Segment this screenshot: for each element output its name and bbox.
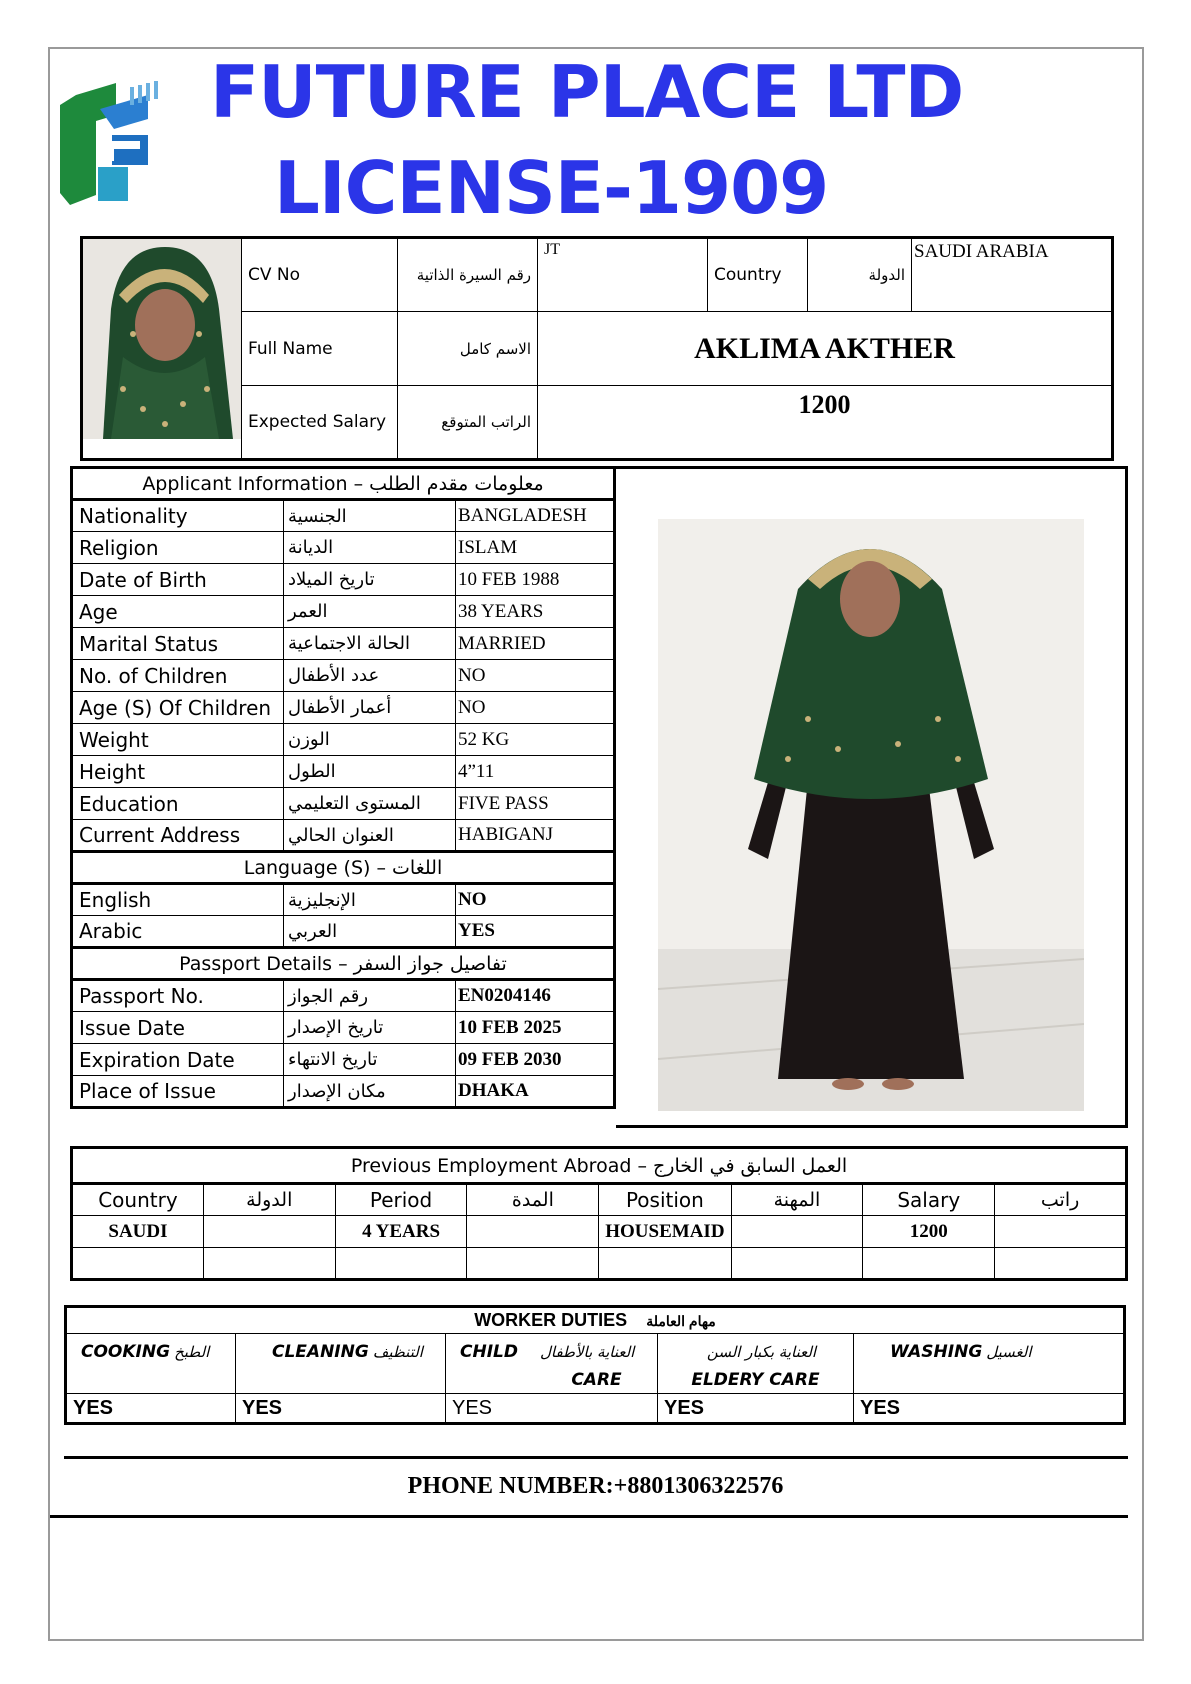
info-row xyxy=(72,1044,615,1076)
employment-header: Position xyxy=(599,1184,731,1216)
info-value: 10 FEB 1988 xyxy=(456,564,615,596)
info-row xyxy=(72,564,615,596)
duty-label: CHILD xyxy=(460,1342,518,1362)
duty-header xyxy=(658,1334,854,1394)
passport-section-title: Passport Details – تفاصيل جواز السفر xyxy=(72,948,615,980)
info-label-ar: عدد الأطفال xyxy=(284,660,456,692)
duty-label-ar: التنظيف xyxy=(372,1343,423,1361)
info-label: Age xyxy=(72,596,284,628)
country-label-ar: الدولة xyxy=(808,238,912,312)
info-value: NO xyxy=(456,692,615,724)
info-row xyxy=(72,1012,615,1044)
info-value: EN0204146 xyxy=(456,980,615,1012)
duty-value: YES xyxy=(66,1394,236,1424)
duties-section-title xyxy=(66,1307,1125,1334)
duties-title-ar: مهام العاملة xyxy=(646,1313,716,1329)
info-row xyxy=(72,692,615,724)
photo-panel xyxy=(616,466,1128,1128)
duty-value: YES xyxy=(446,1394,658,1424)
info-value: 10 FEB 2025 xyxy=(456,1012,615,1044)
info-row xyxy=(72,980,615,1012)
info-label-ar: المستوى التعليمي xyxy=(284,788,456,820)
employment-header: راتب xyxy=(995,1184,1127,1216)
duty-label-ar: العناية بالأطفال xyxy=(539,1343,635,1361)
duties-title: WORKER DUTIES xyxy=(474,1310,628,1330)
phone-number: PHONE NUMBER:+8801306322576 xyxy=(407,1473,784,1499)
info-value: MARRIED xyxy=(456,628,615,660)
duty-header xyxy=(66,1334,236,1394)
employment-cell xyxy=(203,1248,335,1280)
cv-label: CV No xyxy=(242,238,398,312)
info-label-ar: أعمار الأطفال xyxy=(284,692,456,724)
info-row xyxy=(72,884,615,916)
info-value: 52 KG xyxy=(456,724,615,756)
employment-header: المهنة xyxy=(731,1184,863,1216)
info-value: FIVE PASS xyxy=(456,788,615,820)
info-row xyxy=(72,724,615,756)
info-label-ar: الحالة الاجتماعية xyxy=(284,628,456,660)
full-body-photo xyxy=(658,519,1084,1111)
duty-header xyxy=(236,1334,446,1394)
info-row xyxy=(72,820,615,852)
employment-row xyxy=(72,1248,1127,1280)
employment-cell: SAUDI xyxy=(72,1216,204,1248)
license-title: LICENSE-1909 xyxy=(274,146,829,230)
employment-row xyxy=(72,1216,1127,1248)
info-label-ar: الإنجليزية xyxy=(284,884,456,916)
cv-value: JT xyxy=(538,238,708,312)
employment-cell: HOUSEMAID xyxy=(599,1216,731,1248)
info-label: Issue Date xyxy=(72,1012,284,1044)
info-label: Education xyxy=(72,788,284,820)
info-label-ar: الوزن xyxy=(284,724,456,756)
info-label-ar: العمر xyxy=(284,596,456,628)
employment-header: الدولة xyxy=(203,1184,335,1216)
salary-value: 1200 xyxy=(538,386,1113,460)
info-label-ar: تاريخ الميلاد xyxy=(284,564,456,596)
portrait-photo xyxy=(83,239,241,439)
name-value: AKLIMA AKTHER xyxy=(538,312,1113,386)
info-row xyxy=(72,660,615,692)
employment-cell xyxy=(995,1248,1127,1280)
duty-value: YES xyxy=(236,1394,446,1424)
info-label: Passport No. xyxy=(72,980,284,1012)
name-label-ar: الاسم كامل xyxy=(398,312,538,386)
language-section-title: Language (S) – اللغات xyxy=(72,852,615,884)
employment-header: Country xyxy=(72,1184,204,1216)
info-row xyxy=(72,916,615,948)
info-label-ar: رقم الجواز xyxy=(284,980,456,1012)
info-label-ar: العربي xyxy=(284,916,456,948)
info-value: BANGLADESH xyxy=(456,500,615,532)
duties-table xyxy=(64,1305,1126,1425)
info-label-ar: العنوان الحالي xyxy=(284,820,456,852)
employment-header: Salary xyxy=(863,1184,995,1216)
info-value: 38 YEARS xyxy=(456,596,615,628)
applicant-table xyxy=(70,466,616,1109)
duty-extra: CARE xyxy=(571,1370,622,1390)
country-value: SAUDI ARABIA xyxy=(912,238,1113,312)
duty-header xyxy=(854,1334,1125,1394)
info-label-ar: الديانة xyxy=(284,532,456,564)
info-row xyxy=(72,500,615,532)
employment-table xyxy=(70,1146,1128,1281)
duty-label: COOKING xyxy=(81,1342,171,1362)
duty-value: YES xyxy=(658,1394,854,1424)
duty-value: YES xyxy=(854,1394,1125,1424)
info-row xyxy=(72,756,615,788)
info-label: Place of Issue xyxy=(72,1076,284,1108)
info-label: Religion xyxy=(72,532,284,564)
info-value: NO xyxy=(456,660,615,692)
info-label: English xyxy=(72,884,284,916)
info-label-ar: تاريخ الإصدار xyxy=(284,1012,456,1044)
employment-cell xyxy=(863,1248,995,1280)
salary-label-ar: الراتب المتوقع xyxy=(398,386,538,460)
name-label: Full Name xyxy=(242,312,398,386)
duty-label: CLEANING xyxy=(272,1342,369,1362)
info-label-ar: تاريخ الانتهاء xyxy=(284,1044,456,1076)
country-label: Country xyxy=(708,238,808,312)
cv-header-table xyxy=(80,236,1114,461)
info-row xyxy=(72,1076,615,1108)
footer-rule-bottom xyxy=(50,1515,1128,1518)
info-label: Age (S) Of Children xyxy=(72,692,284,724)
duty-label-ar: العناية بكبار السن xyxy=(706,1343,817,1361)
info-value: NO xyxy=(456,884,615,916)
info-value: 4”11 xyxy=(456,756,615,788)
info-value: 09 FEB 2030 xyxy=(456,1044,615,1076)
info-row xyxy=(72,788,615,820)
info-label: Marital Status xyxy=(72,628,284,660)
info-label-ar: الطول xyxy=(284,756,456,788)
employment-header: المدة xyxy=(467,1184,599,1216)
applicant-section-title: Applicant Information – معلومات مقدم الطلب xyxy=(72,468,615,500)
info-value: YES xyxy=(456,916,615,948)
portrait-cell xyxy=(82,238,242,460)
cv-label-ar: رقم السيرة الذاتية xyxy=(398,238,538,312)
employment-cell xyxy=(599,1248,731,1280)
employment-cell xyxy=(731,1248,863,1280)
employment-cell: 4 YEARS xyxy=(335,1216,467,1248)
duty-header xyxy=(446,1334,658,1394)
duty-label: WASHING xyxy=(890,1342,983,1362)
info-label: Nationality xyxy=(72,500,284,532)
employment-cell xyxy=(995,1216,1127,1248)
info-value: HABIGANJ xyxy=(456,820,615,852)
company-logo xyxy=(56,75,166,215)
info-label: Weight xyxy=(72,724,284,756)
info-label: Date of Birth xyxy=(72,564,284,596)
info-row xyxy=(72,532,615,564)
employment-cell: 1200 xyxy=(863,1216,995,1248)
info-label-ar: الجنسية xyxy=(284,500,456,532)
info-label: Height xyxy=(72,756,284,788)
footer-rule-top xyxy=(64,1456,1128,1459)
info-label-ar: مكان الإصدار xyxy=(284,1076,456,1108)
duty-label-ar: الطبخ xyxy=(174,1343,210,1361)
employment-header: Period xyxy=(335,1184,467,1216)
info-row xyxy=(72,596,615,628)
employment-cell xyxy=(467,1216,599,1248)
info-value: DHAKA xyxy=(456,1076,615,1108)
employment-cell xyxy=(203,1216,335,1248)
employment-cell xyxy=(335,1248,467,1280)
employment-cell xyxy=(72,1248,204,1280)
company-title: FUTURE PLACE LTD xyxy=(210,50,964,134)
info-label: Arabic xyxy=(72,916,284,948)
employment-cell xyxy=(467,1248,599,1280)
employment-section-title: Previous Employment Abroad – العمل السابق في الخارج xyxy=(72,1148,1127,1184)
duty-extra: ELDERY CARE xyxy=(691,1370,820,1390)
info-label: Current Address xyxy=(72,820,284,852)
duty-label-ar: الغسيل xyxy=(986,1343,1032,1361)
salary-label: Expected Salary xyxy=(242,386,398,460)
info-value: ISLAM xyxy=(456,532,615,564)
info-label: No. of Children xyxy=(72,660,284,692)
employment-cell xyxy=(731,1216,863,1248)
info-label: Expiration Date xyxy=(72,1044,284,1076)
info-row xyxy=(72,628,615,660)
